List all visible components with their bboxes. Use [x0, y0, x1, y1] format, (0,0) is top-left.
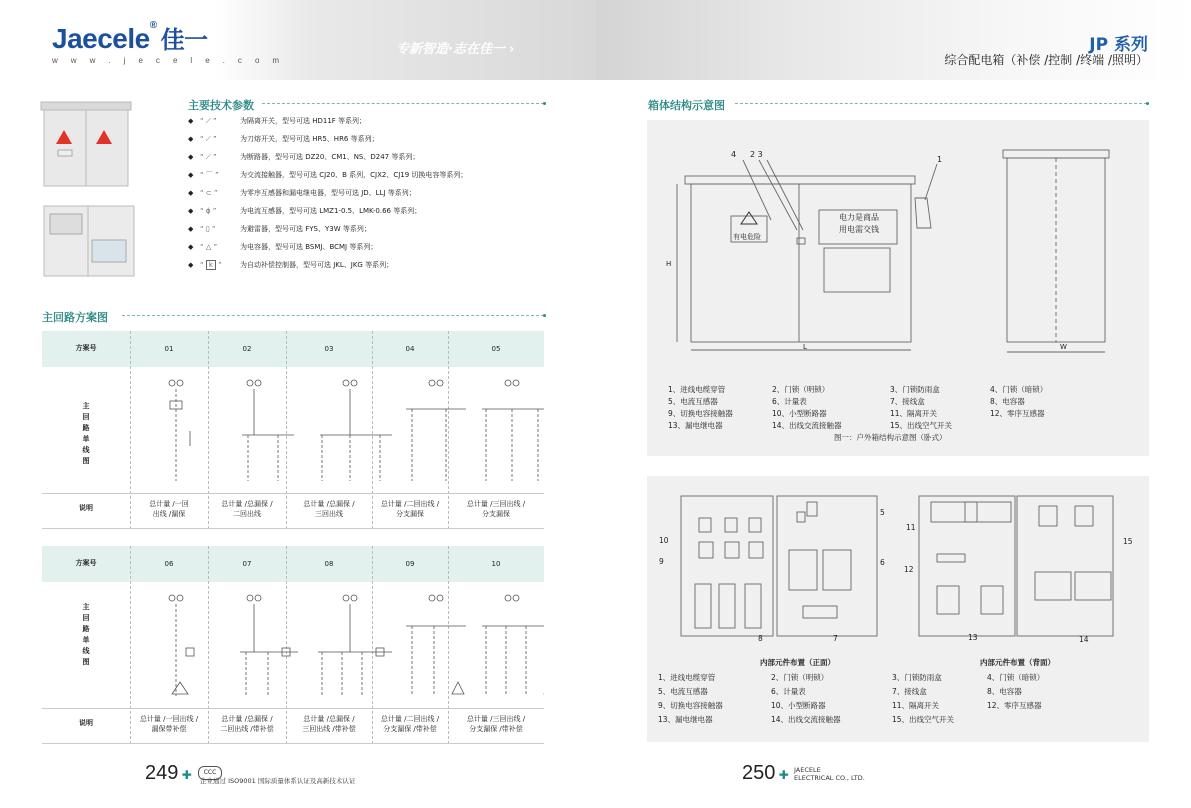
page-number: 249	[145, 762, 179, 784]
desc-cell: 总计量 /一回出线 / 漏保带补偿	[139, 715, 199, 733]
callout: 14	[1079, 635, 1089, 644]
param-text: 为刀熔开关，型号可选 HR5、HR6 等系列；	[240, 135, 379, 143]
single-line-diagrams	[130, 371, 544, 491]
scheme-id: 09	[405, 560, 415, 568]
callout: 12	[904, 565, 914, 574]
param-text: 为避雷器，型号可选 FYS、Y3W 等系列；	[240, 225, 371, 233]
callout: 11	[906, 523, 916, 532]
series-subtitle: 综合配电箱（补偿 /控制 /终端 /照明）	[944, 53, 1148, 67]
series-title: JP 系列	[1089, 35, 1148, 55]
callout: 7	[833, 634, 838, 643]
desc-label: 说明	[79, 504, 93, 512]
legend-row: 9、切换电容接触器 10、小型断路器 11、隔离开关 12、零序互感器	[668, 409, 1045, 418]
callout: 15	[1123, 537, 1133, 546]
legend-2	[658, 672, 1138, 728]
callout: 2 3	[750, 150, 763, 159]
desc-label: 说明	[79, 719, 93, 727]
page-number-left	[145, 762, 192, 785]
circuit-title: 主回路方案图	[42, 311, 108, 324]
figure-caption: 图一：户外箱结构示意图（卧式）	[834, 433, 947, 442]
layout-back-caption: 内部元件布置（背面）	[980, 658, 1055, 667]
cabinet-photo-icon	[36, 100, 136, 190]
certification-icon: CCC	[198, 766, 222, 780]
slogan-text: 专新智造·志在佳一	[396, 42, 505, 57]
layout-front-caption: 内部元件布置（正面）	[760, 658, 835, 667]
scheme-label: 方案号	[75, 559, 97, 567]
param-item: ◆ “ k ” 为自动补偿控制器，型号可选 JKL、JKG 等系列；	[188, 261, 394, 269]
footer-cert-text: 企业通过 ISO9001 国际质量体系认证及高新技术认证	[200, 777, 356, 785]
param-item: ◆ “ ⊂ ” 为零序互感器和漏电继电器，型号可选 JD、LLJ 等系列；	[188, 189, 416, 197]
param-text: 为隔离开关，型号可选 HD11F 等系列；	[240, 117, 367, 125]
notice-plate	[822, 212, 896, 236]
scheme-id: 02	[242, 345, 252, 353]
legend-row: 5、电流互感器 6、计量表 7、接线盒 8、电容器	[658, 687, 1022, 696]
param-item: ◆ “ ⟋ ” 为刀熔开关，型号可选 HR5、HR6 等系列；	[188, 135, 379, 143]
warning-label: 有电危险	[733, 233, 761, 241]
dim-w: W	[1060, 343, 1067, 351]
desc-cell: 总计量 /三回出线 / 分支漏保	[466, 500, 526, 518]
desc-cell: 总计量 /总漏保 / 二回出线	[221, 500, 273, 518]
legend-row: 13、漏电继电器 14、出线交流接触器 15、出线空气开关	[658, 715, 955, 724]
param-text: 为电流互感器，型号可选 LMZ1-0.5、LMK-0.66 等系列；	[240, 207, 422, 215]
product-photo-2	[42, 200, 137, 280]
company-line: ELECTRICAL CO., LTD.	[794, 774, 865, 782]
dim-h: H	[666, 260, 672, 268]
scheme-id: 01	[164, 345, 174, 353]
param-item: ◆ “ ⌒ ” 为交流接触器，型号可选 CJ20、B 系列，CJX2、CJ19 切换电容等系列；	[188, 171, 468, 179]
legend-1	[668, 384, 1138, 432]
param-text: 为自动补偿控制器，型号可选 JKL、JKG 等系列；	[240, 261, 394, 269]
callout: 13	[968, 633, 978, 642]
param-item: ◆ “ ⟋ ” 为断路器，型号可选 DZ20、CM1、NS、D247 等系列；	[188, 153, 420, 161]
row-label: 主回路单线图	[82, 402, 90, 465]
cabinet-diagram	[647, 120, 1149, 370]
page-number: 250	[742, 762, 776, 784]
single-line-diagrams-compensation	[130, 586, 544, 706]
callout: 1	[937, 155, 943, 164]
callout: 9	[659, 557, 664, 566]
param-text: 为交流接触器，型号可选 CJ20、B 系列，CJX2、CJ19 切换电容等系列；	[240, 171, 468, 179]
param-text: 为断路器，型号可选 DZ20、CM1、NS、D247 等系列；	[240, 153, 420, 161]
website-url[interactable]: w w w . j e c e l e . c o m	[52, 56, 285, 65]
divider-dot	[543, 102, 546, 105]
params-title: 主要技术参数	[188, 99, 254, 112]
scheme-id: 10	[491, 560, 501, 568]
desc-cell: 总计量 /二回出线 / 分支漏保 /带补偿	[380, 715, 440, 733]
company-name	[794, 766, 865, 782]
scheme-table-2	[42, 546, 544, 744]
notice-line: 电力是商品	[839, 213, 879, 222]
divider	[122, 315, 544, 316]
divider-dot	[1146, 102, 1149, 105]
callout: 4	[731, 150, 737, 159]
param-text: 为零序互感器和漏电继电器，型号可选 JD、LLJ 等系列；	[240, 189, 416, 197]
logo-text: Jaecele	[52, 23, 150, 54]
brand-logo[interactable]: Jaecele®佳一	[52, 20, 208, 54]
company-line: JAECELE	[794, 766, 821, 774]
desc-cell: 总计量 /一回 出线 /漏保	[149, 500, 189, 518]
dim-l: L	[803, 343, 807, 351]
scheme-label: 方案号	[75, 344, 97, 352]
legend-row: 1、进线电缆穿管 2、门锁（明锁） 3、门锁防雨盒 4、门锁（暗锁）	[658, 673, 1045, 682]
scheme-id: 03	[324, 345, 334, 353]
callout: 10	[659, 536, 669, 545]
callout: 8	[758, 634, 763, 643]
params-list	[188, 116, 548, 278]
legend-row: 9、切换电容接触器 10、小型断路器 11、隔离开关 12、零序互感器	[658, 701, 1042, 710]
desc-cell: 总计量 /总漏保 / 三回出线	[303, 500, 355, 518]
product-photo-1	[36, 100, 136, 190]
internal-layout-diagram	[647, 476, 1149, 646]
callout: 6	[880, 558, 885, 567]
plus-icon: ✚	[178, 768, 192, 782]
chevron-right-icon: ›	[508, 42, 515, 57]
param-item: ◆ “ ⟋ ” 为隔离开关，型号可选 HD11F 等系列；	[188, 117, 367, 125]
scheme-id: 06	[164, 560, 174, 568]
legend-row: 13、漏电继电器 14、出线交流接触器 15、出线空气开关	[668, 421, 953, 430]
param-item: ◆ “ ϕ ” 为电流互感器，型号可选 LMZ1-0.5、LMK-0.66 等系列；	[188, 207, 422, 215]
legend-row: 5、电流互感器 6、计量表 7、接线盒 8、电容器	[668, 397, 1025, 406]
desc-cell: 总计量 /三回出线 / 分支漏保 /带补偿	[466, 715, 526, 733]
struct-title: 箱体结构示意图	[648, 99, 725, 112]
scheme-id: 05	[491, 345, 501, 353]
slogan	[396, 38, 514, 57]
callout: 5	[880, 508, 885, 517]
scheme-table-1	[42, 331, 544, 529]
param-item: ◆ “ △ ” 为电容器，型号可选 BSMJ、BCMJ 等系列；	[188, 243, 378, 251]
legend-row: 1、进线电缆穿管 2、门锁（明锁） 3、门锁防雨盒 4、门锁（暗锁）	[668, 385, 1048, 394]
page-number-right	[742, 762, 789, 785]
logo-cn: 佳一	[160, 27, 208, 54]
scheme-id: 07	[242, 560, 252, 568]
scheme-id: 08	[324, 560, 334, 568]
scheme-id: 04	[405, 345, 415, 353]
param-text: 为电容器，型号可选 BSMJ、BCMJ 等系列；	[240, 243, 378, 251]
desc-cell: 总计量 /二回出线 / 分支漏保	[380, 500, 440, 518]
divider	[735, 103, 1147, 104]
param-item: ◆ “ ▯ ” 为避雷器，型号可选 FYS、Y3W 等系列；	[188, 225, 371, 233]
notice-line: 用电需交钱	[839, 225, 879, 234]
desc-cell: 总计量 /总漏保 / 二回出线 /带补偿	[220, 715, 274, 733]
desc-cell: 总计量 /总漏保 / 三回出线 /带补偿	[302, 715, 356, 733]
plus-icon: ✚	[775, 768, 789, 782]
cabinet-photo-icon	[42, 200, 137, 280]
divider	[262, 103, 544, 104]
divider-dot	[543, 314, 546, 317]
row-label: 主回路单线图	[82, 603, 90, 666]
